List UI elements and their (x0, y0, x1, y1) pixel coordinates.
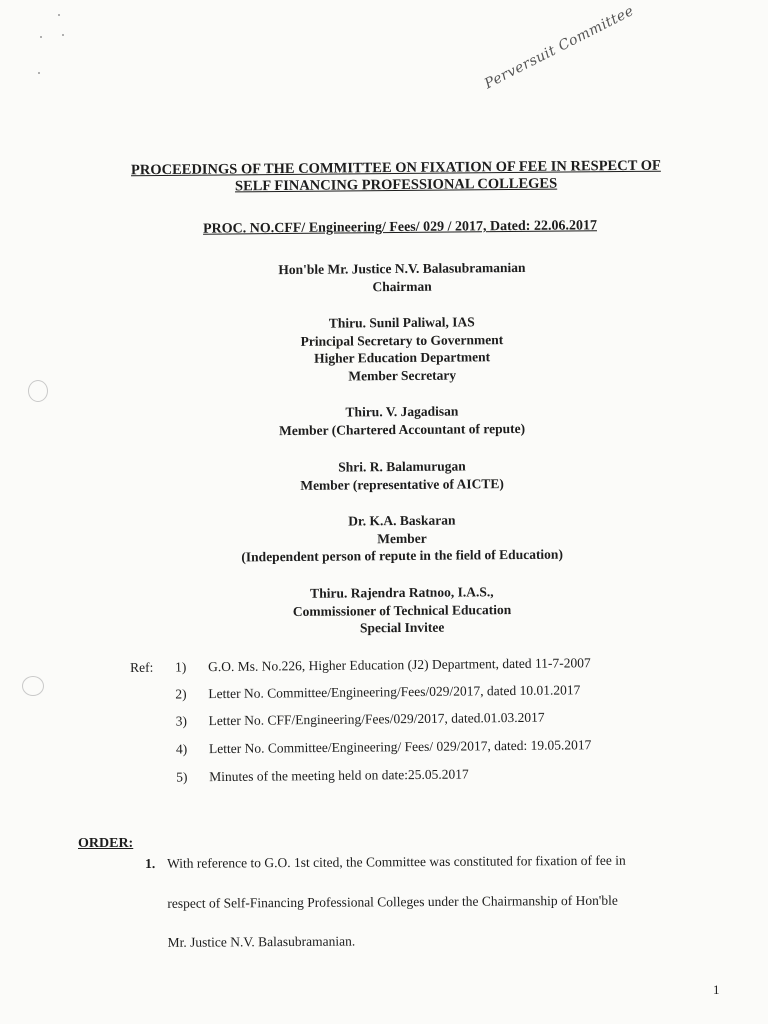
title-line-2: SELF FINANCING PROFESSIONAL COLLEGES (234, 175, 558, 195)
ref-number: 3) (175, 713, 187, 729)
ref-text: G.O. Ms. No.226, Higher Education (J2) Department, dated 11-7-2007 (207, 655, 591, 675)
member-accountant (152, 401, 652, 440)
member-role: Commissioner of Technical Education (292, 601, 512, 619)
proc-number: PROC. NO.CFF/ Engineering/ Fees/ 029 / 2017, Dated: 22.06.2017 (202, 218, 598, 237)
paragraph-line: respect of Self-Financing Professional Colleges under the Chairmanship of Hon'ble (167, 892, 618, 911)
page-number: 1 (713, 982, 720, 997)
ref-number: 2) (175, 686, 187, 702)
member-role: Member (377, 530, 427, 546)
ref-number: 1) (174, 659, 187, 675)
ref-text: Letter No. CFF/Engineering/Fees/029/2017, dated.01.03.2017 (208, 709, 545, 729)
member-name: Thiru. Rajendra Ratnoo, I.A.S., (310, 584, 494, 601)
ref-text: Letter No. Committee/Engineering/ Fees/ 029/2017, dated: 19.05.2017 (208, 737, 592, 757)
member-name: Dr. K.A. Baskaran (348, 512, 456, 529)
scan-speck (38, 72, 40, 74)
scan-speck (40, 36, 42, 38)
member-name: Shri. R. Balamurugan (338, 458, 466, 475)
member-name: Hon'ble Mr. Justice N.V. Balasubramanian (278, 259, 526, 278)
ref-text: Letter No. Committee/Engineering/Fees/029/2017, dated 10.01.2017 (208, 682, 581, 702)
reference-item (176, 710, 545, 730)
reference-item (175, 655, 591, 675)
member-role: Member Secretary (348, 367, 457, 383)
member-role: Chairman (372, 278, 432, 294)
document-title (96, 157, 696, 196)
punch-hole (22, 676, 44, 696)
ref-label: Ref: (130, 659, 154, 675)
order-heading: ORDER: (78, 836, 134, 851)
reference-item (176, 737, 592, 757)
member-role: Principal Secretary to Government (300, 331, 504, 349)
punch-hole (28, 380, 48, 402)
ref-number: 4) (175, 741, 188, 757)
scan-speck (62, 34, 64, 36)
member-role: (Independent person of repute in the field of Education) (241, 546, 563, 565)
member-role: Member (Chartered Accountant of repute) (279, 420, 526, 438)
reference-item (175, 682, 580, 702)
member-invitee (152, 582, 652, 639)
member-aicte (152, 456, 652, 495)
member-education (152, 510, 652, 567)
member-name: Thiru. Sunil Paliwal, IAS (328, 314, 475, 331)
title-line-1: PROCEEDINGS OF THE COMMITTEE ON FIXATION OF FEE IN RESPECT OF (130, 157, 661, 179)
member-name: Thiru. V. Jagadisan (345, 403, 459, 420)
ref-text: Minutes of the meeting held on date:25.05.2017 (209, 766, 469, 785)
paragraph-line: Mr. Justice N.V. Balasubramanian. (167, 933, 356, 950)
member-chairman (152, 258, 652, 297)
member-role: Higher Education Department (314, 349, 491, 366)
ref-number: 5) (176, 769, 188, 785)
paragraph-number: 1. (145, 855, 156, 871)
scan-speck (58, 14, 60, 16)
member-role: Member (representative of AICTE) (300, 475, 504, 493)
reference-item (176, 766, 469, 785)
paragraph-line: With reference to G.O. 1st cited, the Committee was constituted for fixation of fee in (166, 852, 626, 871)
member-secretary (152, 312, 653, 386)
handwritten-note: Perversuit Committee (482, 2, 637, 93)
member-role: Special Invitee (359, 619, 445, 636)
